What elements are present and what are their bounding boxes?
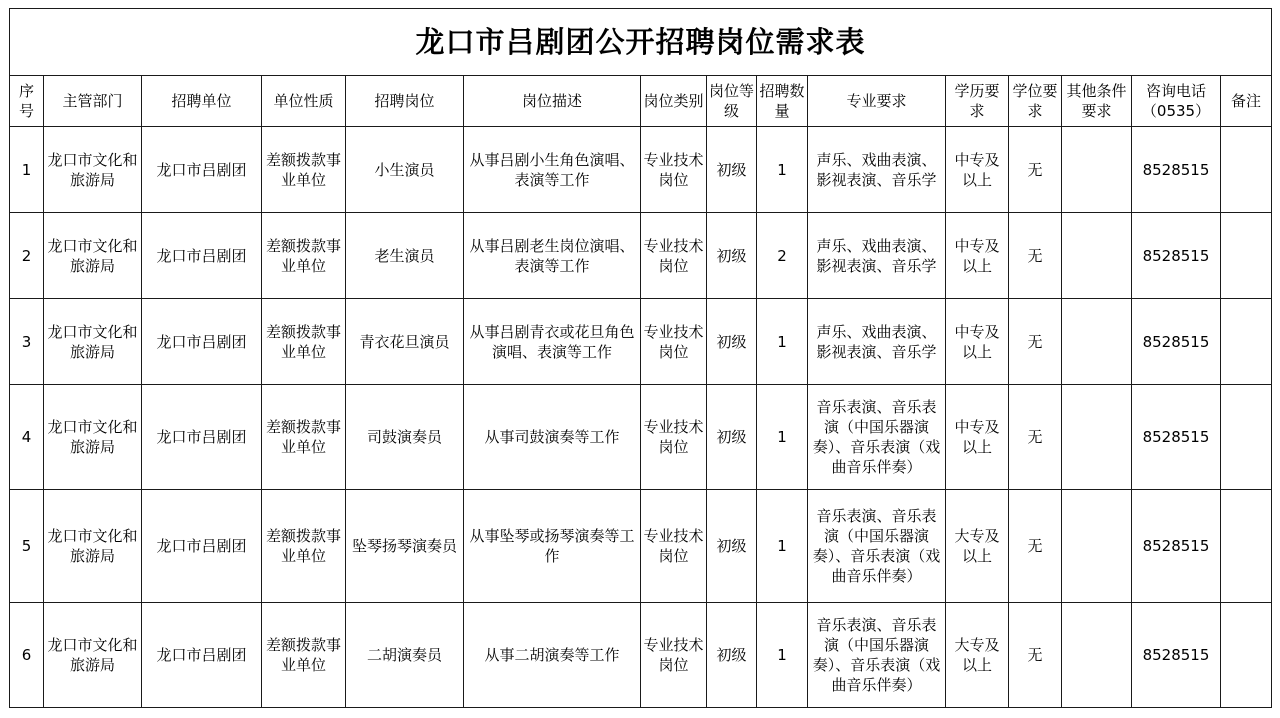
cell-remark — [1221, 385, 1272, 490]
header-seq: 序号 — [10, 76, 44, 127]
cell-edu: 大专及以上 — [946, 490, 1009, 603]
cell-unit: 龙口市吕剧团 — [142, 385, 262, 490]
cell-unit: 龙口市吕剧团 — [142, 603, 262, 708]
cell-major: 声乐、戏曲表演、影视表演、音乐学 — [808, 127, 946, 213]
header-level: 岗位等级 — [707, 76, 757, 127]
header-nature: 单位性质 — [262, 76, 346, 127]
cell-edu: 中专及以上 — [946, 213, 1009, 299]
cell-degree: 无 — [1009, 385, 1062, 490]
cell-dept: 龙口市文化和旅游局 — [44, 127, 142, 213]
cell-post: 二胡演奏员 — [346, 603, 464, 708]
cell-major: 音乐表演、音乐表演（中国乐器演奏）、音乐表演（戏曲音乐伴奏） — [808, 490, 946, 603]
cell-level: 初级 — [707, 490, 757, 603]
header-count: 招聘数量 — [757, 76, 808, 127]
cell-edu: 中专及以上 — [946, 299, 1009, 385]
cell-count: 1 — [757, 299, 808, 385]
cell-dept: 龙口市文化和旅游局 — [44, 603, 142, 708]
cell-category: 专业技术岗位 — [641, 490, 707, 603]
cell-count: 1 — [757, 490, 808, 603]
cell-desc: 从事司鼓演奏等工作 — [464, 385, 641, 490]
header-unit: 招聘单位 — [142, 76, 262, 127]
cell-desc: 从事坠琴或扬琴演奏等工作 — [464, 490, 641, 603]
cell-post: 老生演员 — [346, 213, 464, 299]
cell-dept: 龙口市文化和旅游局 — [44, 299, 142, 385]
cell-desc: 从事吕剧青衣或花旦角色演唱、表演等工作 — [464, 299, 641, 385]
cell-level: 初级 — [707, 213, 757, 299]
page-title: 龙口市吕剧团公开招聘岗位需求表 — [10, 9, 1272, 76]
cell-nature: 差额拨款事业单位 — [262, 603, 346, 708]
cell-unit: 龙口市吕剧团 — [142, 213, 262, 299]
cell-level: 初级 — [707, 299, 757, 385]
table-row — [10, 213, 1272, 299]
cell-major: 声乐、戏曲表演、影视表演、音乐学 — [808, 213, 946, 299]
cell-dept: 龙口市文化和旅游局 — [44, 213, 142, 299]
cell-seq: 3 — [10, 299, 44, 385]
header-desc: 岗位描述 — [464, 76, 641, 127]
cell-phone: 8528515 — [1132, 299, 1221, 385]
cell-unit: 龙口市吕剧团 — [142, 490, 262, 603]
cell-edu: 中专及以上 — [946, 127, 1009, 213]
cell-other — [1062, 299, 1132, 385]
cell-major: 声乐、戏曲表演、影视表演、音乐学 — [808, 299, 946, 385]
cell-desc: 从事吕剧老生岗位演唱、表演等工作 — [464, 213, 641, 299]
header-phone: 咨询电话（0535） — [1132, 76, 1221, 127]
cell-count: 2 — [757, 213, 808, 299]
cell-nature: 差额拨款事业单位 — [262, 213, 346, 299]
table-row — [10, 603, 1272, 708]
cell-count: 1 — [757, 385, 808, 490]
cell-nature: 差额拨款事业单位 — [262, 299, 346, 385]
cell-count: 1 — [757, 603, 808, 708]
cell-dept: 龙口市文化和旅游局 — [44, 385, 142, 490]
table-row — [10, 127, 1272, 213]
cell-remark — [1221, 213, 1272, 299]
cell-phone: 8528515 — [1132, 385, 1221, 490]
cell-degree: 无 — [1009, 213, 1062, 299]
cell-nature: 差额拨款事业单位 — [262, 490, 346, 603]
header-edu: 学历要求 — [946, 76, 1009, 127]
header-degree: 学位要求 — [1009, 76, 1062, 127]
cell-other — [1062, 213, 1132, 299]
cell-level: 初级 — [707, 603, 757, 708]
cell-unit: 龙口市吕剧团 — [142, 127, 262, 213]
cell-nature: 差额拨款事业单位 — [262, 127, 346, 213]
cell-degree: 无 — [1009, 127, 1062, 213]
cell-category: 专业技术岗位 — [641, 127, 707, 213]
cell-unit: 龙口市吕剧团 — [142, 299, 262, 385]
recruitment-table — [9, 8, 1272, 708]
cell-edu: 中专及以上 — [946, 385, 1009, 490]
cell-category: 专业技术岗位 — [641, 299, 707, 385]
cell-desc: 从事吕剧小生角色演唱、表演等工作 — [464, 127, 641, 213]
cell-major: 音乐表演、音乐表演（中国乐器演奏）、音乐表演（戏曲音乐伴奏） — [808, 385, 946, 490]
cell-count: 1 — [757, 127, 808, 213]
cell-major: 音乐表演、音乐表演（中国乐器演奏）、音乐表演（戏曲音乐伴奏） — [808, 603, 946, 708]
cell-edu: 大专及以上 — [946, 603, 1009, 708]
cell-seq: 2 — [10, 213, 44, 299]
cell-seq: 5 — [10, 490, 44, 603]
cell-remark — [1221, 127, 1272, 213]
cell-phone: 8528515 — [1132, 490, 1221, 603]
cell-seq: 1 — [10, 127, 44, 213]
cell-degree: 无 — [1009, 490, 1062, 603]
cell-remark — [1221, 490, 1272, 603]
cell-other — [1062, 603, 1132, 708]
cell-other — [1062, 385, 1132, 490]
cell-category: 专业技术岗位 — [641, 213, 707, 299]
cell-post: 小生演员 — [346, 127, 464, 213]
cell-level: 初级 — [707, 127, 757, 213]
cell-remark — [1221, 299, 1272, 385]
header-other: 其他条件要求 — [1062, 76, 1132, 127]
cell-seq: 4 — [10, 385, 44, 490]
cell-post: 司鼓演奏员 — [346, 385, 464, 490]
cell-category: 专业技术岗位 — [641, 603, 707, 708]
header-major: 专业要求 — [808, 76, 946, 127]
cell-desc: 从事二胡演奏等工作 — [464, 603, 641, 708]
header-post: 招聘岗位 — [346, 76, 464, 127]
header-remark: 备注 — [1221, 76, 1272, 127]
cell-post: 青衣花旦演员 — [346, 299, 464, 385]
cell-category: 专业技术岗位 — [641, 385, 707, 490]
cell-remark — [1221, 603, 1272, 708]
cell-degree: 无 — [1009, 603, 1062, 708]
header-row — [10, 76, 1272, 127]
table-row — [10, 385, 1272, 490]
cell-phone: 8528515 — [1132, 603, 1221, 708]
cell-phone: 8528515 — [1132, 213, 1221, 299]
cell-other — [1062, 490, 1132, 603]
cell-seq: 6 — [10, 603, 44, 708]
cell-nature: 差额拨款事业单位 — [262, 385, 346, 490]
header-dept: 主管部门 — [44, 76, 142, 127]
table-row — [10, 490, 1272, 603]
cell-level: 初级 — [707, 385, 757, 490]
cell-dept: 龙口市文化和旅游局 — [44, 490, 142, 603]
cell-other — [1062, 127, 1132, 213]
cell-post: 坠琴扬琴演奏员 — [346, 490, 464, 603]
cell-phone: 8528515 — [1132, 127, 1221, 213]
cell-degree: 无 — [1009, 299, 1062, 385]
table-row — [10, 299, 1272, 385]
header-category: 岗位类别 — [641, 76, 707, 127]
